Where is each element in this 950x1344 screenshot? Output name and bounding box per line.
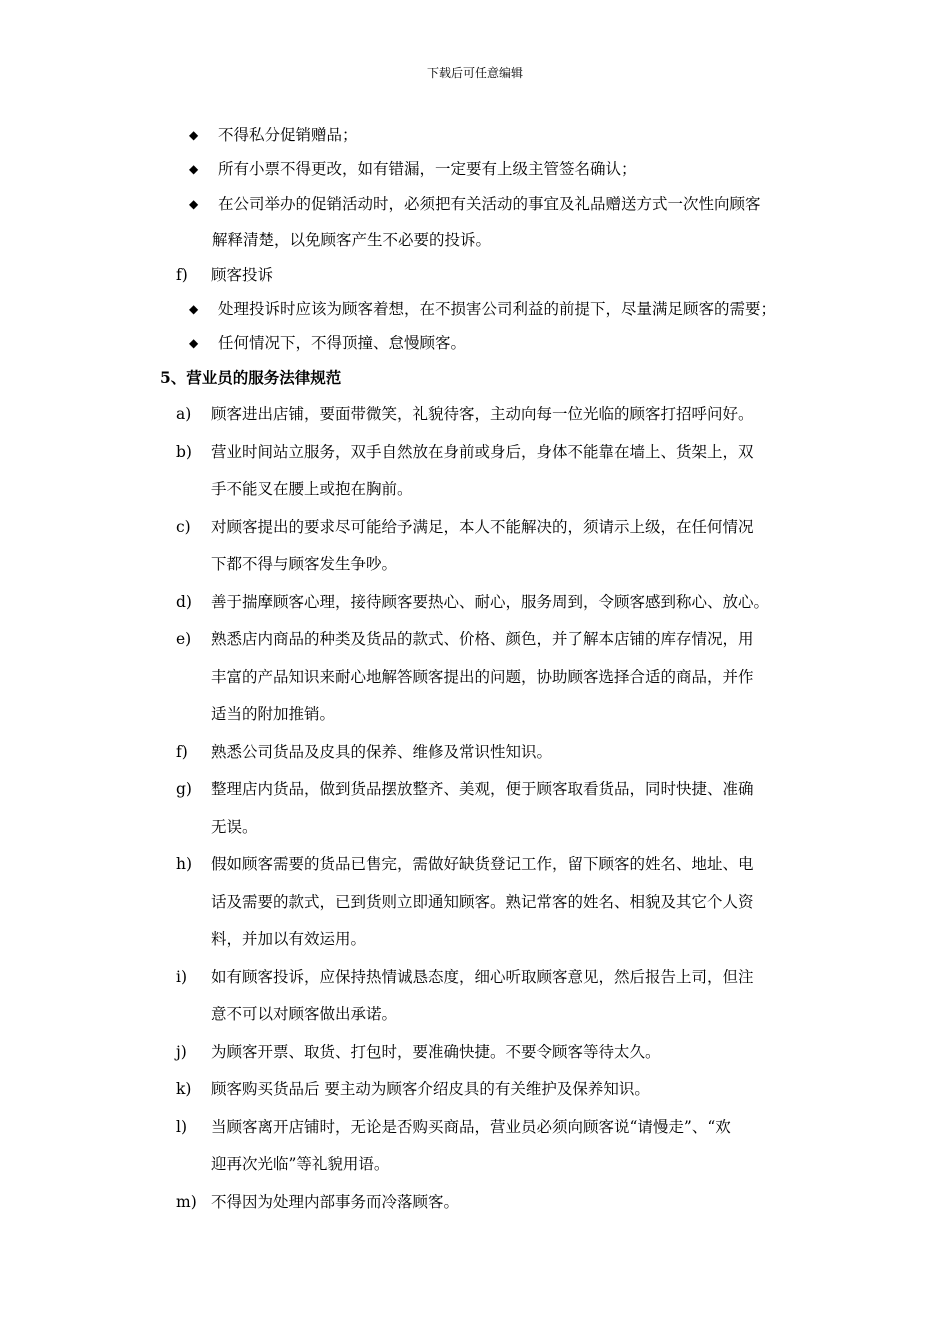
bullet-item (0, 292, 816, 326)
item-label: k) (176, 1080, 192, 1098)
item-label: f) (176, 266, 188, 284)
item-label: c) (176, 517, 191, 536)
list-item (0, 1184, 808, 1222)
list-item (0, 509, 808, 584)
diamond-bullet-icon: ◆ (189, 197, 199, 211)
list-item (0, 1109, 808, 1184)
bullet-item (0, 152, 816, 186)
item-text-continuation: 意不可以对顾客做出承诺。 (211, 1005, 398, 1023)
list-item (0, 771, 808, 846)
item-text: 营业时间站立服务，双手自然放在身前或身后，身体不能靠在墙上、货架上，双 (211, 442, 754, 461)
item-text-continuation: 适当的附加推销。 (211, 705, 336, 723)
item-text-continuation: 手不能叉在腰上或抱在胸前。 (211, 480, 413, 498)
bullet-text: 任何情况下，不得顶撞、怠慢顾客。 (218, 334, 467, 352)
item-text: 假如顾客需要的货品已售完，需做好缺货登记工作，留下顾客的姓名、地址、电 (211, 855, 754, 873)
list-item (0, 396, 808, 434)
item-label: j) (176, 1042, 187, 1061)
item-text: 当顾客离开店铺时，无论是否购买商品，营业员必须向顾客说“请慢走”、“欢 (211, 1117, 731, 1136)
item-text: 熟悉公司货品及皮具的保养、维修及常识性知识。 (211, 742, 553, 761)
item-text: 对顾客提出的要求尽可能给予满足，本人不能解决的，须请示上级，在任何情况 (211, 517, 754, 536)
bullet-text: 不得私分促销赠品； (218, 126, 358, 144)
bullet-item (0, 326, 816, 360)
bullet-text: 在公司举办的促销活动时，必须把有关活动的事宜及礼品赠送方式一次性向顾客 (218, 195, 761, 213)
bullet-item (0, 186, 816, 258)
list-item (0, 734, 808, 772)
bullet-text: 所有小票不得更改，如有错漏，一定要有上级主管签名确认； (218, 160, 637, 178)
section-heading: 5、营业员的服务法律规范 (160, 368, 342, 387)
item-text: 不得因为处理内部事务而冷落顾客。 (211, 1192, 460, 1211)
item-label: l) (176, 1117, 188, 1136)
item-label: b) (176, 442, 192, 461)
item-label: d) (176, 592, 192, 611)
list-item (0, 584, 808, 622)
list-item (0, 846, 808, 959)
item-label: h) (176, 855, 193, 873)
list-item (0, 434, 808, 509)
item-text-continuation: 下都不得与顾客发生争吵。 (211, 555, 398, 573)
diamond-bullet-icon: ◆ (189, 162, 199, 176)
item-label: m) (176, 1192, 197, 1211)
item-text: 为顾客开票、取货、打包时，要准确快捷。不要令顾客等待太久。 (211, 1042, 661, 1061)
list-item (0, 1034, 808, 1072)
list-item (0, 621, 808, 734)
item-text-continuation: 丰富的产品知识来耐心地解答顾客提出的问题，协助顾客选择合适的商品，并作 (211, 667, 754, 686)
item-text: 熟悉店内商品的种类及货品的款式、价格、颜色，并了解本店铺的库存情况，用 (211, 630, 754, 648)
item-text-continuation: 迎再次光临”等礼貌用语。 (211, 1155, 390, 1173)
item-text: 顾客购买货品后 要主动为顾客介绍皮具的有关维护及保养知识。 (211, 1080, 650, 1098)
item-label: e) (176, 630, 192, 648)
item-text-continuation: 话及需要的款式，已到货则立即通知顾客。熟记常客的姓名、相貌及其它个人资 (211, 892, 754, 911)
list-item (0, 959, 808, 1034)
item-label: g) (176, 780, 192, 798)
item-text: 如有顾客投诉，应保持热情诚恳态度，细心听取顾客意见，然后报告上司，但注 (211, 967, 754, 986)
item-text: 顾客投诉 (211, 266, 274, 284)
item-text: 顾客进出店铺，要面带微笑，礼貌待客，主动向每一位光临的顾客打招呼问好。 (211, 405, 754, 423)
bullet-text: 处理投诉时应该为顾客着想，在不损害公司利益的前提下，尽量满足顾客的需要； (218, 300, 777, 318)
rules-list (0, 396, 950, 1221)
item-text: 整理店内货品，做到货品摆放整齐、美观，便于顾客取看货品，同时快捷、准确 (211, 780, 754, 798)
item-text-continuation: 无误。 (211, 817, 258, 836)
page-header: 下载后可任意编辑 (426, 66, 523, 80)
list-item-f-complaints (0, 258, 808, 292)
list-item (0, 1071, 808, 1109)
diamond-bullet-icon: ◆ (189, 302, 199, 316)
diamond-bullet-icon: ◆ (189, 336, 199, 350)
diamond-bullet-icon: ◆ (189, 128, 199, 142)
item-label: i) (176, 967, 188, 986)
bullet-text-continuation: 解释清楚，以免顾客产生不必要的投诉。 (212, 231, 492, 249)
item-text: 善于揣摩顾客心理，接待顾客要热心、耐心，服务周到，令顾客感到称心、放心。 (211, 592, 770, 611)
item-label: f) (176, 742, 188, 761)
item-label: a) (176, 405, 192, 423)
document-body (0, 118, 950, 1221)
item-text-continuation: 料，并加以有效运用。 (211, 930, 367, 948)
bullet-item (0, 118, 816, 152)
